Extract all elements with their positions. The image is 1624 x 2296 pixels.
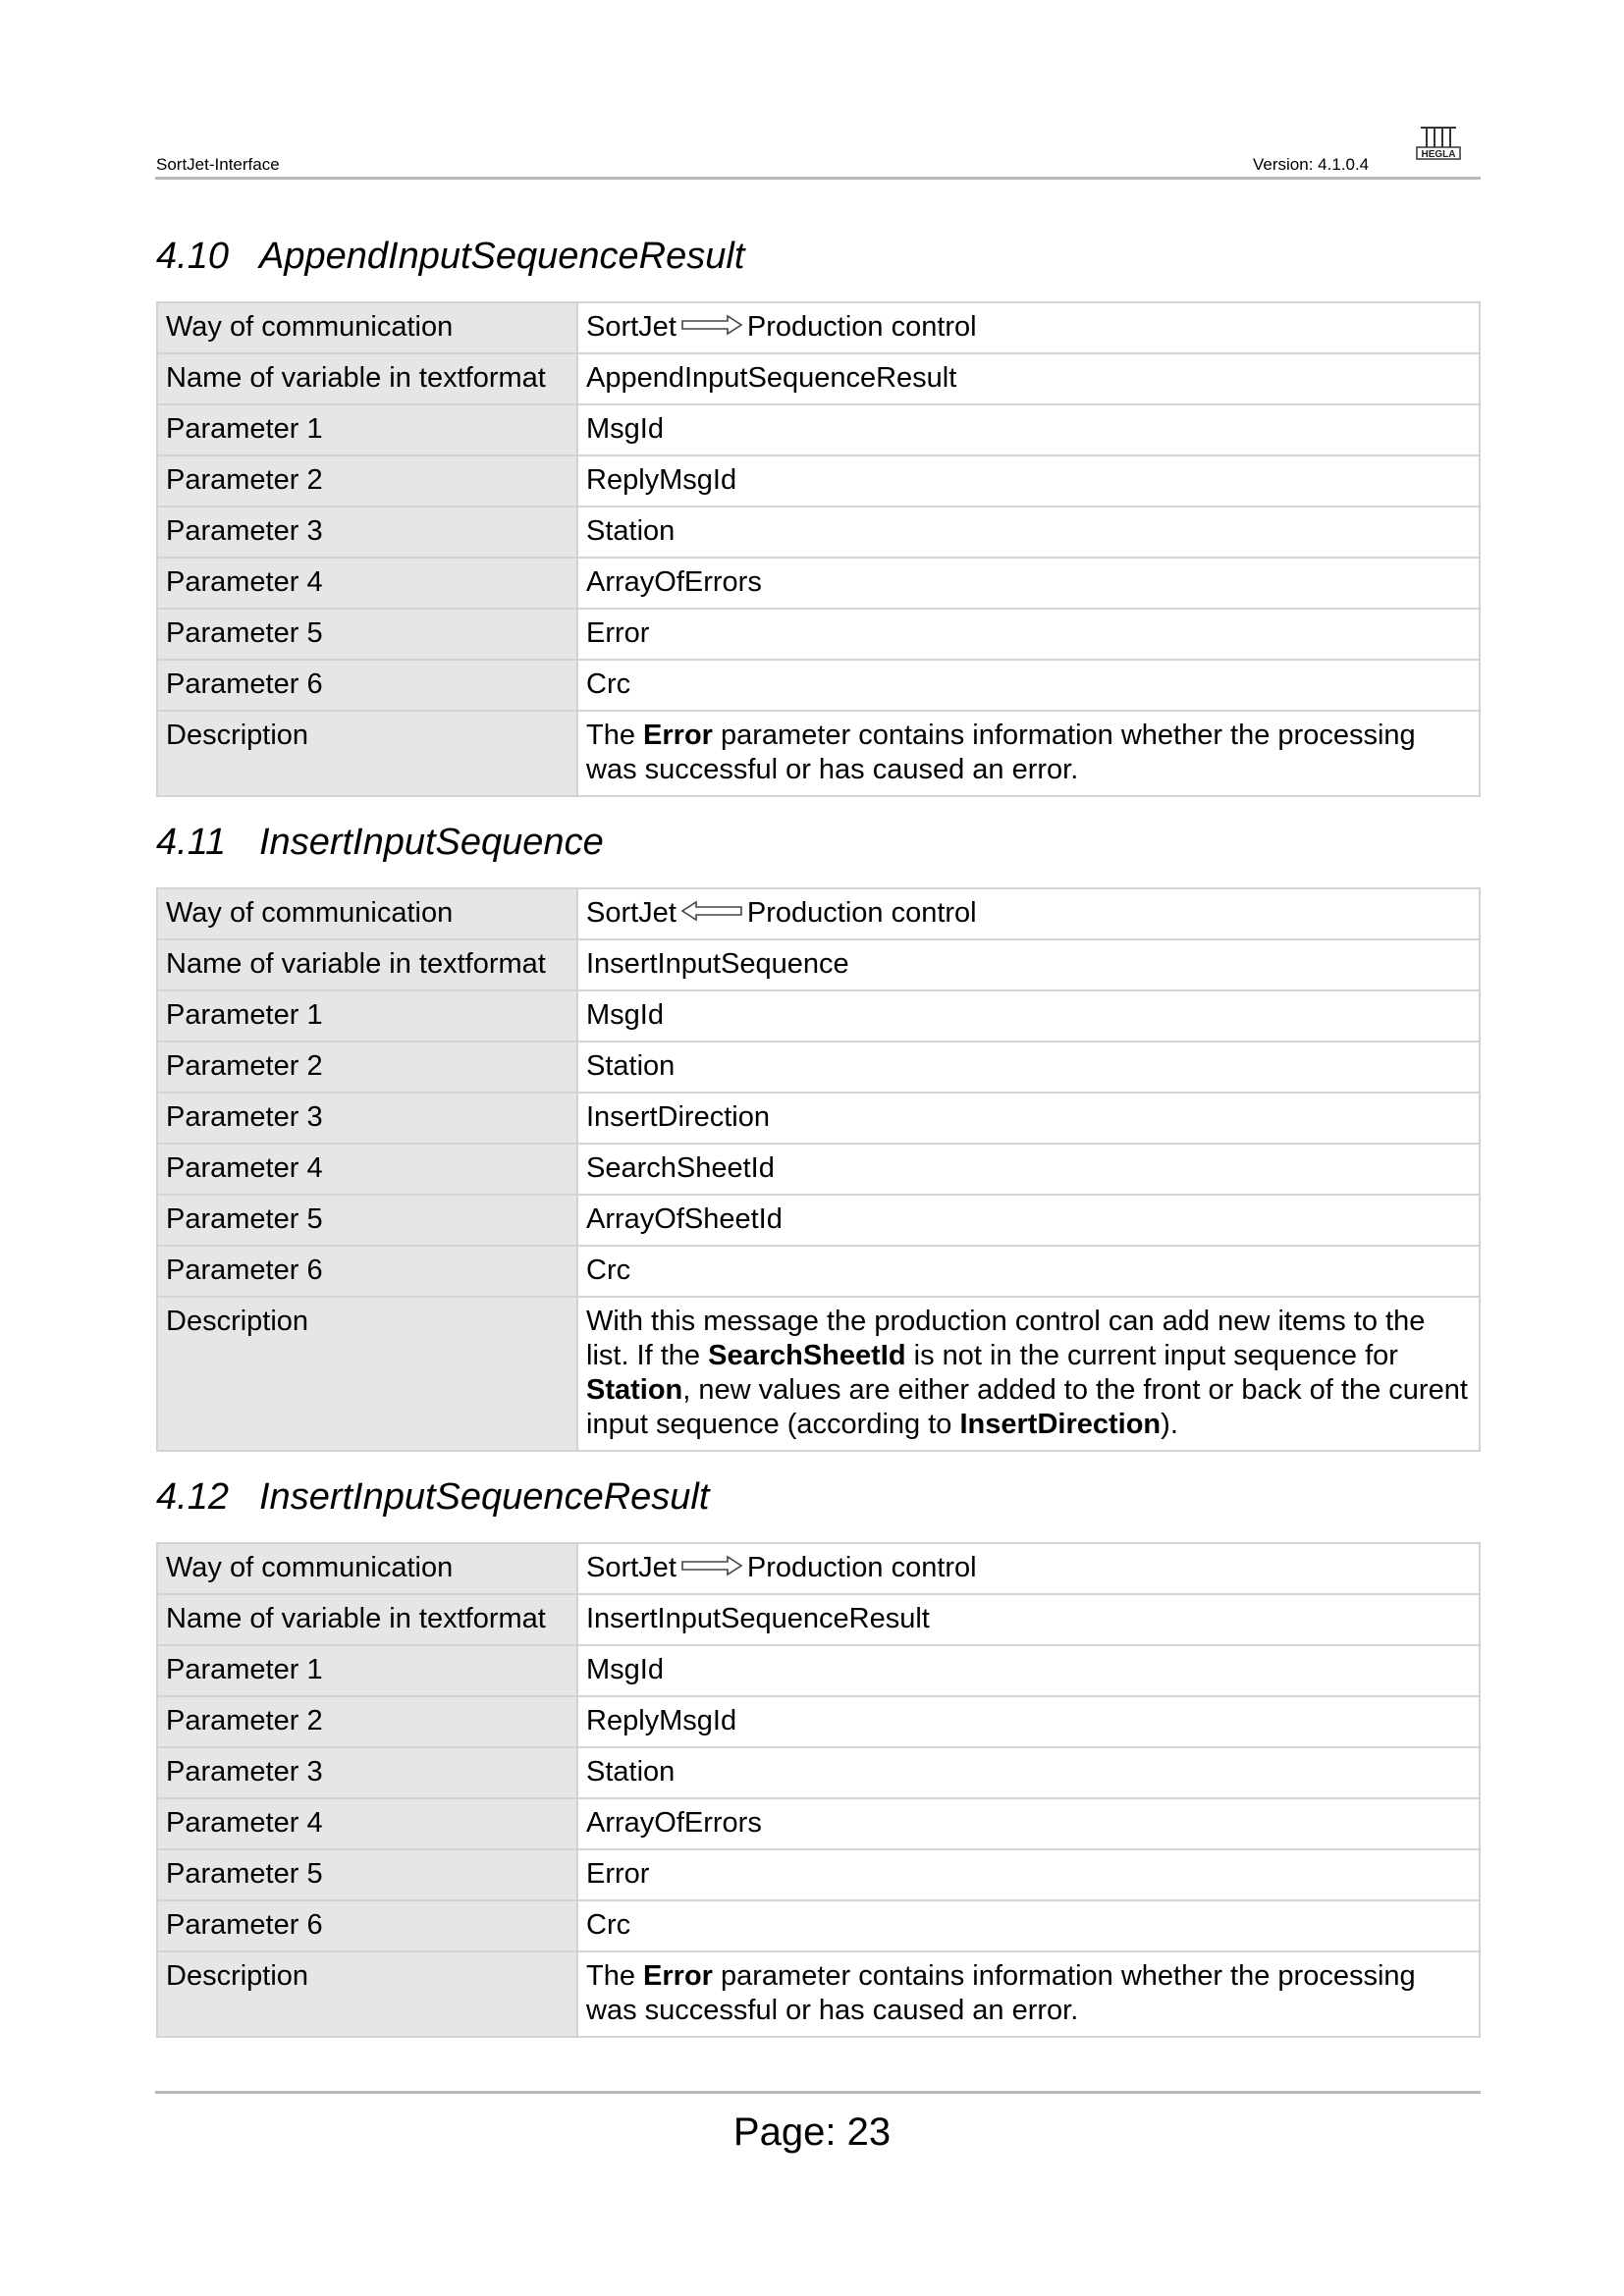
row-value: SearchSheetId bbox=[577, 1144, 1480, 1195]
row-value: Station bbox=[577, 1041, 1480, 1093]
section-heading bbox=[156, 1469, 1481, 1524]
row-key: Parameter 6 bbox=[157, 660, 577, 711]
row-key: Parameter 3 bbox=[157, 507, 577, 558]
table-row bbox=[157, 558, 1480, 609]
section-heading bbox=[156, 815, 1481, 870]
table-row bbox=[157, 1900, 1480, 1951]
row-key: Parameter 4 bbox=[157, 1798, 577, 1849]
table-row bbox=[157, 302, 1480, 353]
footer-divider bbox=[155, 2091, 1481, 2094]
header-divider bbox=[155, 177, 1481, 180]
row-key: Parameter 4 bbox=[157, 1144, 577, 1195]
row-key: Parameter 5 bbox=[157, 1849, 577, 1900]
comm-to: Production control bbox=[746, 1552, 977, 1583]
row-key: Parameter 6 bbox=[157, 1900, 577, 1951]
section-insert-input-sequence-result bbox=[156, 1469, 1481, 2038]
table-row bbox=[157, 1246, 1480, 1297]
row-value: Error bbox=[577, 609, 1480, 660]
row-key: Name of variable in textformat bbox=[157, 939, 577, 990]
table-row bbox=[157, 507, 1480, 558]
row-key: Description bbox=[157, 1297, 577, 1451]
table-row bbox=[157, 990, 1480, 1041]
description-text: With this message the production control can add new items to the list. If the SearchSheetId is not in the current input sequence for Station, new values are either added to the front or back of the curent input sequence (according to InsertDirection). bbox=[577, 1297, 1480, 1451]
row-value: AppendInputSequenceResult bbox=[577, 353, 1480, 404]
section-insert-input-sequence bbox=[156, 815, 1481, 1452]
row-value: ReplyMsgId bbox=[577, 1696, 1480, 1747]
description-text: The Error parameter contains information whether the processing was successful or has caused an error. bbox=[577, 711, 1480, 796]
row-key: Way of communication bbox=[157, 1543, 577, 1594]
row-key: Parameter 3 bbox=[157, 1093, 577, 1144]
table-row bbox=[157, 1798, 1480, 1849]
section-number: 4.11 bbox=[156, 822, 227, 863]
description-row bbox=[157, 1951, 1480, 2037]
section-number: 4.12 bbox=[156, 1476, 229, 1518]
spec-table bbox=[156, 301, 1481, 797]
row-key: Way of communication bbox=[157, 302, 577, 353]
communication-direction bbox=[577, 888, 1480, 939]
row-value: ArrayOfSheetId bbox=[577, 1195, 1480, 1246]
row-key: Way of communication bbox=[157, 888, 577, 939]
row-key: Parameter 4 bbox=[157, 558, 577, 609]
row-key: Name of variable in textformat bbox=[157, 1594, 577, 1645]
section-title: InsertInputSequence bbox=[259, 822, 604, 863]
table-row bbox=[157, 1645, 1480, 1696]
spec-table bbox=[156, 887, 1481, 1452]
section-title: InsertInputSequenceResult bbox=[259, 1476, 710, 1518]
description-row bbox=[157, 1297, 1480, 1451]
table-row bbox=[157, 660, 1480, 711]
table-row bbox=[157, 455, 1480, 507]
hegla-logo-icon bbox=[1415, 124, 1462, 163]
header-version: Version: 4.1.0.4 bbox=[1253, 155, 1370, 174]
row-key: Parameter 6 bbox=[157, 1246, 577, 1297]
row-value: Station bbox=[577, 507, 1480, 558]
description-text: The Error parameter contains information whether the processing was successful or has caused an error. bbox=[577, 1951, 1480, 2037]
row-key: Parameter 1 bbox=[157, 404, 577, 455]
row-value: MsgId bbox=[577, 1645, 1480, 1696]
table-row bbox=[157, 1543, 1480, 1594]
table-row bbox=[157, 404, 1480, 455]
row-key: Parameter 1 bbox=[157, 990, 577, 1041]
comm-from: SortJet bbox=[586, 897, 677, 929]
row-key: Parameter 1 bbox=[157, 1645, 577, 1696]
row-key: Parameter 2 bbox=[157, 455, 577, 507]
spec-table bbox=[156, 1542, 1481, 2038]
comm-from: SortJet bbox=[586, 1552, 677, 1583]
row-key: Parameter 5 bbox=[157, 1195, 577, 1246]
row-key: Name of variable in textformat bbox=[157, 353, 577, 404]
row-value: MsgId bbox=[577, 990, 1480, 1041]
section-number: 4.10 bbox=[156, 236, 229, 277]
table-row bbox=[157, 1144, 1480, 1195]
section-append-input-sequence-result bbox=[156, 229, 1481, 797]
row-key: Parameter 5 bbox=[157, 609, 577, 660]
row-value: Station bbox=[577, 1747, 1480, 1798]
table-row bbox=[157, 1696, 1480, 1747]
row-key: Description bbox=[157, 711, 577, 796]
table-row bbox=[157, 939, 1480, 990]
table-row bbox=[157, 1195, 1480, 1246]
comm-to: Production control bbox=[746, 897, 977, 929]
table-row bbox=[157, 609, 1480, 660]
row-value: MsgId bbox=[577, 404, 1480, 455]
comm-from: SortJet bbox=[586, 311, 677, 343]
table-row bbox=[157, 1747, 1480, 1798]
table-row bbox=[157, 1093, 1480, 1144]
communication-direction bbox=[577, 1543, 1480, 1594]
arrow-right-icon bbox=[680, 314, 743, 336]
row-value: InsertDirection bbox=[577, 1093, 1480, 1144]
table-row bbox=[157, 1849, 1480, 1900]
row-key: Parameter 2 bbox=[157, 1696, 577, 1747]
table-row bbox=[157, 1041, 1480, 1093]
table-row bbox=[157, 1594, 1480, 1645]
page-number: Page: 23 bbox=[732, 2110, 892, 2154]
table-row bbox=[157, 353, 1480, 404]
communication-direction bbox=[577, 302, 1480, 353]
table-row bbox=[157, 888, 1480, 939]
section-heading bbox=[156, 229, 1481, 284]
arrow-right-icon bbox=[680, 1555, 743, 1576]
row-value: Error bbox=[577, 1849, 1480, 1900]
arrow-left-icon bbox=[680, 900, 743, 922]
row-value: Crc bbox=[577, 1900, 1480, 1951]
description-row bbox=[157, 711, 1480, 796]
row-value: ArrayOfErrors bbox=[577, 1798, 1480, 1849]
row-key: Parameter 2 bbox=[157, 1041, 577, 1093]
row-value: InsertInputSequenceResult bbox=[577, 1594, 1480, 1645]
row-value: Crc bbox=[577, 660, 1480, 711]
comm-to: Production control bbox=[746, 311, 977, 343]
row-value: ArrayOfErrors bbox=[577, 558, 1480, 609]
section-title: AppendInputSequenceResult bbox=[259, 236, 745, 277]
svg-text:HEGLA: HEGLA bbox=[1421, 149, 1456, 160]
row-value: ReplyMsgId bbox=[577, 455, 1480, 507]
row-key: Description bbox=[157, 1951, 577, 2037]
row-value: InsertInputSequence bbox=[577, 939, 1480, 990]
row-value: Crc bbox=[577, 1246, 1480, 1297]
header-document-name: SortJet-Interface bbox=[156, 155, 280, 174]
row-key: Parameter 3 bbox=[157, 1747, 577, 1798]
